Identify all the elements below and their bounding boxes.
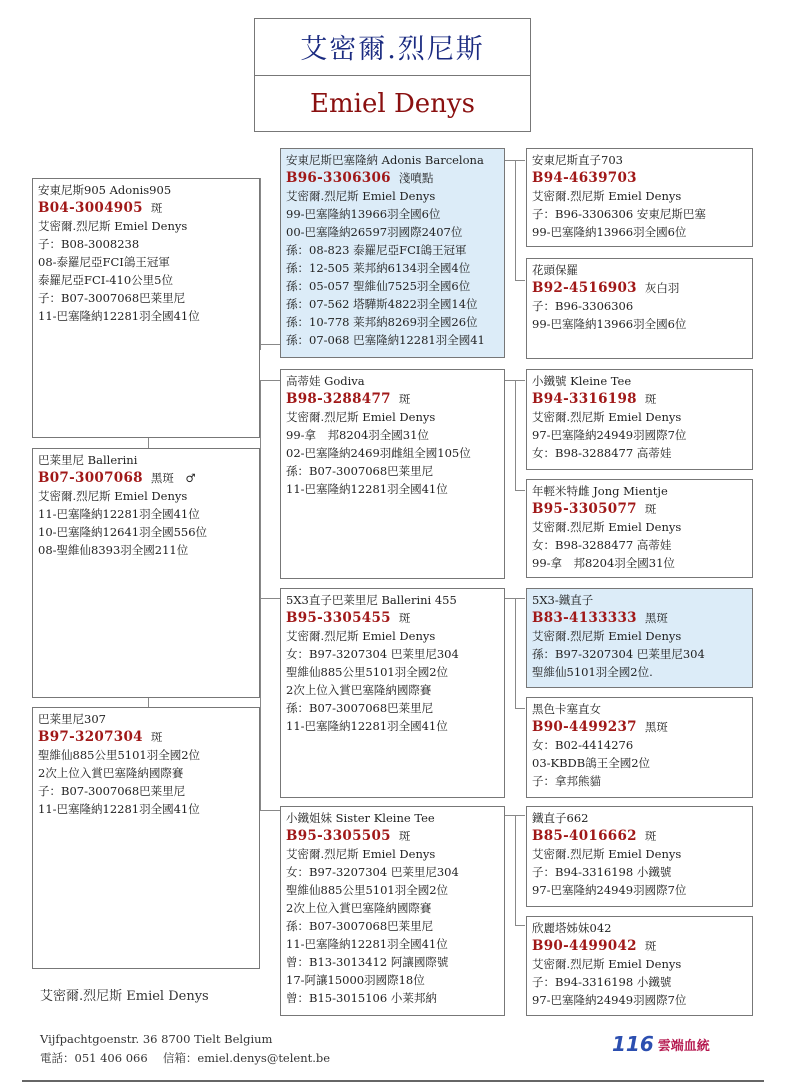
connector-line xyxy=(515,925,525,926)
connector-line xyxy=(148,697,149,707)
record-line: 97-巴塞隆納24949羽國際7位 xyxy=(532,883,687,897)
brand-logo[interactable] xyxy=(612,1030,710,1056)
record-line: 艾密爾.烈尼斯 Emiel Denys xyxy=(532,189,682,203)
feather-color: 灰白羽 xyxy=(644,281,680,295)
record-line: 艾密爾.烈尼斯 Emiel Denys xyxy=(532,847,682,861)
feather-color: 黑斑 xyxy=(644,611,668,625)
record-line: 子：B96-3306306 xyxy=(532,299,634,313)
ring-number: B95-3305505 xyxy=(286,828,391,844)
record-line: 08-聖維仙8393羽全國211位 xyxy=(38,543,189,557)
record-line: 99-拿 邦8204羽全國31位 xyxy=(532,556,675,570)
connector-line xyxy=(260,380,280,381)
feather-color: 斑 xyxy=(644,502,657,516)
connector-line xyxy=(515,380,516,490)
bird-name: 欣麗塔姊妹042 xyxy=(532,921,612,935)
record-line: 艾密爾.烈尼斯 Emiel Denys xyxy=(532,629,682,643)
record-line: 艾密爾.烈尼斯 Emiel Denys xyxy=(532,520,682,534)
record-line: 子：B07-3007068巴莱里尼 xyxy=(38,784,186,798)
record-line: 11-巴塞隆納12281羽全國41位 xyxy=(38,309,200,323)
ring-number: B94-4639703 xyxy=(532,170,637,186)
record-line: 11-巴塞隆納12281羽全國41位 xyxy=(286,937,448,951)
pedigree-box-dam[interactable] xyxy=(32,707,260,969)
pedigree-box-sire-sire[interactable] xyxy=(32,178,260,438)
pedigree-box-gen2-1[interactable] xyxy=(280,148,505,358)
record-line: 艾密爾.烈尼斯 Emiel Denys xyxy=(286,847,436,861)
record-line: 10-巴塞隆納12641羽全國556位 xyxy=(38,525,208,539)
connector-line xyxy=(260,810,280,811)
ring-number: B92-4516903 xyxy=(532,280,637,296)
record-line: 子：B07-3007068巴莱里尼 xyxy=(38,291,186,305)
bird-name: 安東尼斯直子703 xyxy=(532,153,623,167)
record-line: 艾密爾.烈尼斯 Emiel Denys xyxy=(286,189,436,203)
bird-name: 花頭保羅 xyxy=(532,263,578,277)
breeder-address: Vijfpachtgoenstr. 36 8700 Tielt Belgium xyxy=(40,1032,273,1046)
record-line: 2次上位入賞巴塞隆納國際賽 xyxy=(286,683,432,697)
bird-name: 巴莱里尼 Ballerini xyxy=(38,453,138,467)
feather-color: 斑 xyxy=(150,201,163,215)
feather-color: 斑 xyxy=(398,829,411,843)
record-line: 11-巴塞隆納12281羽全國41位 xyxy=(286,719,448,733)
record-line: 孫：07-068 巴塞隆納12281羽全國41 xyxy=(286,333,485,347)
pedigree-box-gen3-3[interactable] xyxy=(526,369,753,470)
record-line: 孫：B07-3007068巴莱里尼 xyxy=(286,464,434,478)
breeder-chinese-name: 艾密爾.烈尼斯 xyxy=(300,34,485,65)
record-line: 子：B94-3316198 小鐵號 xyxy=(532,865,672,879)
record-line: 艾密爾.烈尼斯 Emiel Denys xyxy=(532,957,682,971)
record-line: 聖維仙885公里5101羽全國2位 xyxy=(286,665,449,679)
ring-number: B04-3004905 xyxy=(38,200,143,216)
breeder-english-name: Emiel Denys xyxy=(310,89,475,119)
record-line: 女：B97-3207304 巴莱里尼304 xyxy=(286,865,459,879)
record-line: 女：B98-3288477 高蒂娃 xyxy=(532,538,672,552)
record-line: 孫：12-505 莱邦納6134羽全國4位 xyxy=(286,261,471,275)
record-line: 99-巴塞隆納13966羽全國6位 xyxy=(286,207,441,221)
record-line: 孫：B07-3007068巴莱里尼 xyxy=(286,701,434,715)
connector-line xyxy=(148,437,149,448)
bird-name: 黑色卡塞直女 xyxy=(532,702,601,716)
record-line: 2次上位入賞巴塞隆納國際賽 xyxy=(286,901,432,915)
feather-color: 斑 xyxy=(150,730,163,744)
feather-color: 斑 xyxy=(644,392,657,406)
bird-name: 安東尼斯巴塞隆納 Adonis Barcelona xyxy=(286,153,484,167)
header-divider xyxy=(255,75,530,76)
record-line: 泰羅尼亞FCI-410公里5位 xyxy=(38,273,173,287)
pedigree-box-gen2-2[interactable] xyxy=(280,369,505,579)
feather-color: 黑斑 xyxy=(644,720,668,734)
record-line: 艾密爾.烈尼斯 Emiel Denys xyxy=(286,629,436,643)
record-line: 2次上位入賞巴塞隆納國際賽 xyxy=(38,766,184,780)
connector-line xyxy=(260,344,280,345)
ring-number: B97-3207304 xyxy=(38,729,143,745)
record-line: 子：B94-3316198 小鐵號 xyxy=(532,975,672,989)
record-line: 99-巴塞隆納13966羽全國6位 xyxy=(532,225,687,239)
breeder-contact: 電話：051 406 066 信箱：emiel.denys@telent.be xyxy=(40,1051,331,1065)
record-line: 孫：07-562 塔驊斯4822羽全國14位 xyxy=(286,297,478,311)
ring-number: B90-4499237 xyxy=(532,719,637,735)
ring-number: B96-3306306 xyxy=(286,170,391,186)
pedigree-box-gen3-8[interactable] xyxy=(526,916,753,1016)
bird-name: 安東尼斯905 Adonis905 xyxy=(38,183,172,197)
pedigree-box-gen2-4[interactable] xyxy=(280,806,505,1016)
bird-name: 巴莱里尼307 xyxy=(38,712,106,726)
record-line: 艾密爾.烈尼斯 Emiel Denys xyxy=(38,219,188,233)
record-line: 艾密爾.烈尼斯 Emiel Denys xyxy=(38,489,188,503)
record-line: 子：B96-3306306 安東尼斯巴塞 xyxy=(532,207,706,221)
bird-name: 鐵直子662 xyxy=(532,811,589,825)
connector-line xyxy=(260,380,261,810)
ring-number: B98-3288477 xyxy=(286,391,391,407)
connector-line xyxy=(260,598,280,599)
pedigree-box-gen3-4[interactable] xyxy=(526,479,753,578)
connector-line xyxy=(515,815,516,925)
pedigree-box-gen3-7[interactable] xyxy=(526,806,753,907)
bird-name: 小鐵姐妹 Sister Kleine Tee xyxy=(286,811,435,825)
record-line: 11-巴塞隆納12281羽全國41位 xyxy=(286,482,448,496)
ring-number: B07-3007068 xyxy=(38,470,143,486)
record-line: 99-巴塞隆納13966羽全國6位 xyxy=(532,317,687,331)
feather-color: 黑斑 ♂ xyxy=(150,471,196,485)
feather-color: 淺噴點 xyxy=(398,171,434,185)
record-line: 聖維仙885公里5101羽全國2位 xyxy=(38,748,201,762)
pedigree-box-gen3-2[interactable] xyxy=(526,258,753,359)
bird-name: 小鐵號 Kleine Tee xyxy=(532,374,632,388)
bird-name: 年輕米特雌 Jong Mientje xyxy=(532,484,668,498)
record-line: 艾密爾.烈尼斯 Emiel Denys xyxy=(532,410,682,424)
record-line: 17-阿讓15000羽國際18位 xyxy=(286,973,425,987)
ring-number: B95-3305455 xyxy=(286,610,391,626)
feather-color: 斑 xyxy=(398,392,411,406)
ring-number: B94-3316198 xyxy=(532,391,637,407)
record-line: 08-泰羅尼亞FCI鴿王冠軍 xyxy=(38,255,170,269)
breeder-header xyxy=(254,18,531,132)
record-line: 子：B08-3008238 xyxy=(38,237,140,251)
breeder-signature: 艾密爾.烈尼斯 Emiel Denys xyxy=(40,989,209,1004)
ring-number: B90-4499042 xyxy=(532,938,637,954)
record-line: 97-巴塞隆納24949羽國際7位 xyxy=(532,428,687,442)
feather-color: 斑 xyxy=(644,829,657,843)
bird-name: 5X3-鐵直子 xyxy=(532,593,594,607)
record-line: 子：拿邦熊貓 xyxy=(532,774,601,788)
connector-line xyxy=(515,280,525,281)
record-line: 曾：B15-3015106 小莱邦納 xyxy=(286,991,437,1005)
pedigree-box-gen3-5[interactable] xyxy=(526,588,753,688)
connector-line xyxy=(260,178,261,350)
connector-line xyxy=(515,708,525,709)
logo-number: 116 xyxy=(612,1032,654,1056)
record-line: 孫：08-823 泰羅尼亞FCI鴿王冠軍 xyxy=(286,243,467,257)
record-line: 02-巴塞隆納2469羽雌組全國105位 xyxy=(286,446,471,460)
record-line: 曾：B13-3013412 阿讓國際號 xyxy=(286,955,449,969)
ring-number: B85-4016662 xyxy=(532,828,637,844)
record-line: 孫：05-057 聖維仙7525羽全國6位 xyxy=(286,279,471,293)
ring-number: B95-3305077 xyxy=(532,501,637,517)
logo-text: 雲端血統 xyxy=(657,1039,710,1054)
ring-number: B83-4133333 xyxy=(532,610,637,626)
record-line: 聖維仙5101羽全國2位. xyxy=(532,665,653,679)
bottom-divider xyxy=(22,1080,764,1082)
record-line: 孫：B97-3207304 巴莱里尼304 xyxy=(532,647,705,661)
feather-color: 斑 xyxy=(398,611,411,625)
pedigree-box-gen3-1[interactable] xyxy=(526,148,753,247)
record-line: 女：B98-3288477 高蒂娃 xyxy=(532,446,672,460)
record-line: 聖維仙885公里5101羽全國2位 xyxy=(286,883,449,897)
record-line: 11-巴塞隆納12281羽全國41位 xyxy=(38,507,200,521)
record-line: 00-巴塞隆納26597羽國際2407位 xyxy=(286,225,463,239)
record-line: 97-巴塞隆納24949羽國際7位 xyxy=(532,993,687,1007)
record-line: 99-拿 邦8204羽全國31位 xyxy=(286,428,429,442)
connector-line xyxy=(515,160,516,280)
bird-name: 高蒂娃 Godiva xyxy=(286,374,365,388)
pedigree-box-gen2-3[interactable] xyxy=(280,588,505,798)
record-line: 孫：B07-3007068巴莱里尼 xyxy=(286,919,434,933)
record-line: 11-巴塞隆納12281羽全國41位 xyxy=(38,802,200,816)
bird-name: 5X3直子巴莱里尼 Ballerini 455 xyxy=(286,593,457,607)
connector-line xyxy=(515,490,525,491)
record-line: 女：B02-4414276 xyxy=(532,738,634,752)
record-line: 艾密爾.烈尼斯 Emiel Denys xyxy=(286,410,436,424)
pedigree-box-main-bird[interactable] xyxy=(32,448,260,698)
pedigree-box-gen3-6[interactable] xyxy=(526,697,753,798)
record-line: 孫：10-778 莱邦納8269羽全國26位 xyxy=(286,315,478,329)
connector-line xyxy=(515,598,516,708)
feather-color: 斑 xyxy=(644,939,657,953)
record-line: 女：B97-3207304 巴莱里尼304 xyxy=(286,647,459,661)
record-line: 03-KBDB鴿王全國2位 xyxy=(532,756,651,770)
